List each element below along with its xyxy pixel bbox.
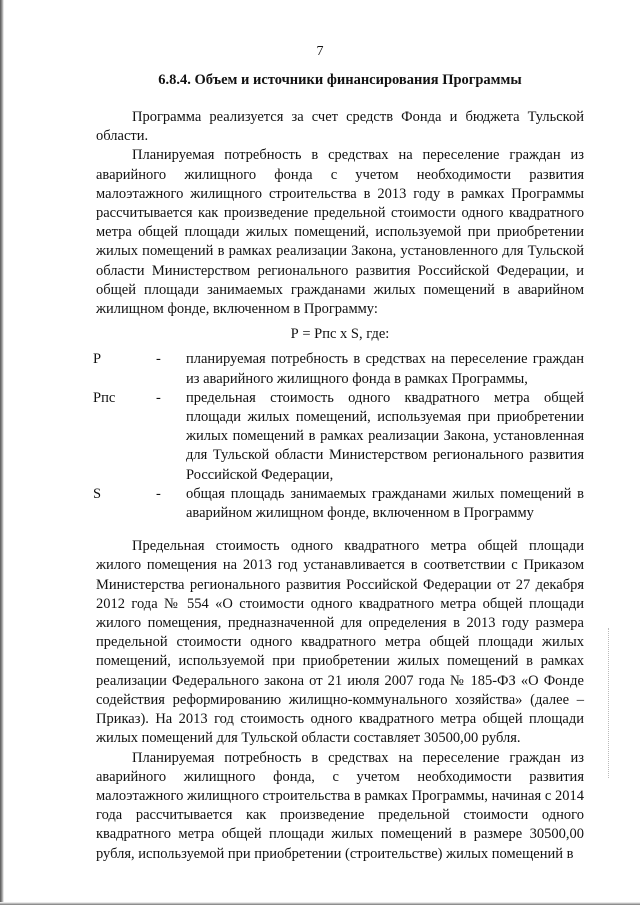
definition-text: общая площадь занимаемых гражданами жилых помещений в аварийном жилищном фонде, включенном в Программу xyxy=(186,485,584,522)
scan-artifact xyxy=(608,628,610,778)
definition-dash: - xyxy=(156,351,161,368)
definition-row xyxy=(93,350,584,388)
formula-definitions xyxy=(93,350,584,523)
formula: Р = Рпс х S, где: xyxy=(290,326,390,343)
definition-row xyxy=(93,389,584,485)
definition-symbol: Р xyxy=(93,351,102,368)
definition-symbol: Рпс xyxy=(93,389,116,406)
definition-dash: - xyxy=(156,389,161,406)
paragraph: Планируемая потребность в средствах на переселение граждан из аварийного жилищного фонда, с учетом необходимости развития малоэтажного жилищного строительства в рамках Программы, начиная с 2014 года рассчитывается как произведение предельной стоимости одного квадратного метра общей площади жилых помещений в размере 30500,00 рубля, используемой при приобретении (строительстве) жилых помещений в xyxy=(96,749,584,862)
section-heading: 6.8.4. Объем и источники финансирования Программы xyxy=(158,72,522,88)
page-number: 7 xyxy=(316,44,324,59)
scan-edge-left xyxy=(0,0,4,905)
paragraph: Планируемая потребность в средствах на переселение граждан из аварийного жилищного фонда с учетом необходимости развития малоэтажного жилищного строительства в 2013 году в рамках Программы рассчитывается как произведение предельной стоимости одного квадратного метра общей площади жилых помещений, используемой при приобретении жилых помещений в рамках реализации Закона, установленного для Тульской области Министерством регионального развития Российской Федерации, и общей площади занимаемых гражданами жилых помещений в аварийном жилищном фонде, включенном в Программу: xyxy=(96,147,584,318)
definition-dash: - xyxy=(156,485,161,502)
definition-text: планируемая потребность в средствах на переселение граждан из аварийного жилищного фонда в рамках Программы, xyxy=(186,351,584,387)
paragraph: Программа реализуется за счет средств Фонда и бюджета Тульской области. xyxy=(96,109,584,145)
document-body xyxy=(93,108,584,864)
definition-symbol: S xyxy=(93,485,102,502)
paragraph: Предельная стоимость одного квадратного метра общей площади жилого помещения на 2013 год устанавливается в соответствии с Приказом Министерства регионального развития Российской Федерации от 27 декабря 2012 года № 554 «О стоимости одного квадратного метра общей площади жилого помещения, предназначенной для определения в 2013 году размера предельной стоимости одного квадратного метра общей площади жилых помещений, используемой при приобретении жилых помещений в рамках реализации Федерального закона от 21 июля 2007 года № 185-ФЗ «О Фонде содействия реформированию жилищно-коммунального хозяйства» (далее – Приказ). На 2013 год стоимость одного квадратного метра общей площади жилых помещений для Тульской области составляет 30500,00 рубля. xyxy=(96,538,584,747)
definition-text: предельная стоимость одного квадратного метра общей площади жилых помещений, используемая при приобретении жилых помещений в рамках реализации Закона, установленная для Тульской области Министерством регионального развития Российской Федерации, xyxy=(186,389,584,483)
definition-row xyxy=(93,485,584,523)
